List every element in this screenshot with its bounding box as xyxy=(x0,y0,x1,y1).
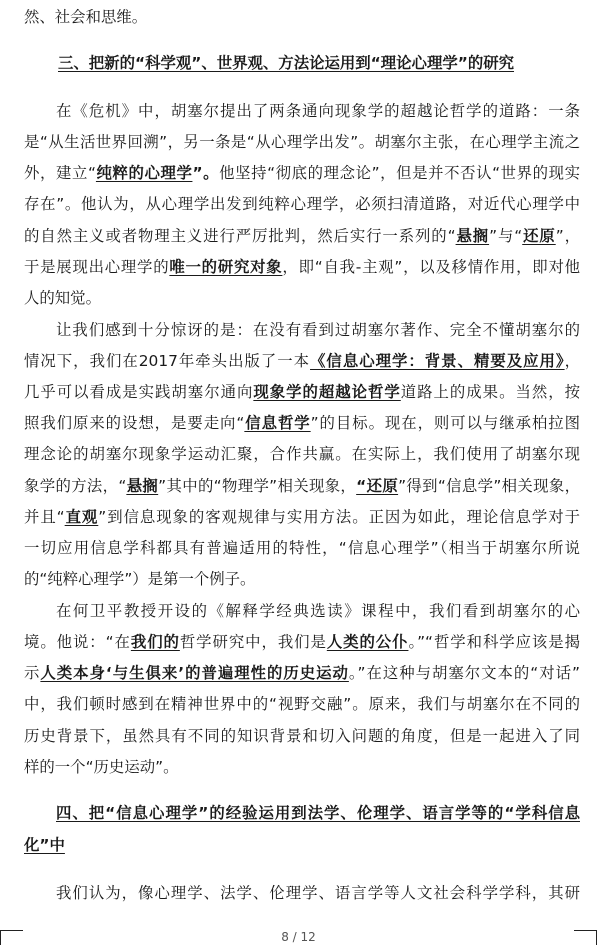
paragraph-line xyxy=(24,382,580,402)
text-run: 外，建立“ xyxy=(24,164,96,182)
paragraph-line xyxy=(24,7,580,27)
paragraph-line xyxy=(24,163,580,183)
text-run: 存在”。他认为，从心理学出发到纯粹心理学，必须扫清道路，对近代心理学中 xyxy=(24,195,580,213)
emphasis-text: 纯粹的心理学 xyxy=(95,164,193,182)
text-run: ，即“自我-主观”，以及移情作用，即对他 xyxy=(282,258,580,276)
emphasis-text: 信息哲学 xyxy=(244,414,311,432)
text-run: 境。他说：“在 xyxy=(24,633,131,651)
text-run: 几乎可以看成是实践胡塞尔通向 xyxy=(24,383,254,401)
paragraph-line xyxy=(24,694,580,714)
text-run: 让我们感到十分惊讶的是：在没有看到过胡塞尔著作、完全不懂胡塞尔的 xyxy=(56,321,580,339)
paragraph-line xyxy=(24,288,580,308)
text-run: 我们认为，像心理学、法学、伦理学、语言学等人文社会科学学科，其研 xyxy=(56,884,580,902)
paragraph-line xyxy=(24,538,580,558)
paragraph-line xyxy=(24,569,580,589)
text-run: 中，我们顿时感到在精神世界中的“视野交融”。原来，我们与胡塞尔在不同的 xyxy=(24,695,580,713)
emphasis-text: 悬搁 xyxy=(126,477,159,495)
paragraph-line xyxy=(24,444,580,464)
text-run: 在《危机》中，胡塞尔提出了两条通向现象学的超越论哲学的道路：一条 xyxy=(56,102,580,120)
paragraph-line xyxy=(24,726,580,746)
paragraph-line xyxy=(56,101,580,121)
text-run: 历史背景下，虽然具有不同的知识背景和切入问题的角度，但是一起进入了同 xyxy=(24,727,580,745)
emphasis-text: 《信息心理学：背景、精要及应用》 xyxy=(310,352,565,370)
emphasis-text: 化”中 xyxy=(24,836,65,854)
emphasis-text: 悬搁 xyxy=(455,227,490,245)
emphasis-text: 人类的公仆 xyxy=(326,633,409,651)
text-run: 示 xyxy=(24,664,41,682)
paragraph-line xyxy=(24,476,580,496)
text-run: ”得到“信息学”相关现象， xyxy=(398,477,580,495)
text-run: 的“纯粹心理学”）是第一个例子。 xyxy=(24,570,256,588)
text-run: 照我们原来的设想，是要走向“ xyxy=(24,414,245,432)
text-run: 一切应用信息学科都具有普遍适用的特性，“信息心理学”（相当于胡塞尔所说 xyxy=(24,539,580,557)
text-run: 人的知觉。 xyxy=(24,289,101,307)
text-run: 情况下，我们在2017年牵头出版了一本 xyxy=(24,352,311,370)
text-run: 的自然主义或者物理主义进行严厉批判，然后实行一系列的“ xyxy=(24,227,456,245)
emphasis-text: 三、把新的“科学观”、世界观、方法论运用到“理论心理学”的研究 xyxy=(58,54,515,72)
paragraph-line xyxy=(24,757,580,777)
text-run: 象学的方法，“ xyxy=(24,477,127,495)
paragraph-line xyxy=(24,194,580,214)
text-run: ”到信息现象的客观规律与实用方法。正因为如此，理论信息学对于 xyxy=(98,508,580,526)
paragraph-line xyxy=(56,883,580,903)
emphasis-text: 四、把“信息心理学”的经验运用到法学、伦理学、语言学等的“学科信息 xyxy=(56,804,580,822)
emphasis-text: 还原 xyxy=(522,227,556,245)
paragraph-line xyxy=(56,601,580,621)
paragraph-line xyxy=(24,632,580,652)
paragraph-line xyxy=(24,663,580,683)
text-run: 并且“ xyxy=(24,508,65,526)
text-run: ”， xyxy=(555,227,580,245)
section-heading-line xyxy=(24,835,580,855)
paragraph-line xyxy=(24,257,580,277)
text-run: ”与“ xyxy=(489,227,523,245)
emphasis-text: “还原 xyxy=(356,477,399,495)
emphasis-text: 现象学的超越论哲学 xyxy=(253,383,401,401)
text-run: ”其中的“物理学”相关现象， xyxy=(158,477,357,495)
paragraph-line xyxy=(56,320,580,340)
section-heading-line xyxy=(56,803,580,823)
text-run: 样的一个“历史运动”。 xyxy=(24,758,179,776)
text-run: 于是展现出心理学的 xyxy=(24,258,170,276)
section-heading-line xyxy=(58,53,580,73)
text-run: 。”在这种与胡塞尔文本的“对话” xyxy=(348,664,580,682)
emphasis-text: 我们的 xyxy=(130,633,180,651)
page-indicator: 8 / 12 xyxy=(281,930,316,944)
emphasis-text: 人类本身‘与生俱来’的普遍理性的历史运动 xyxy=(40,664,349,682)
paragraph-line xyxy=(24,351,580,371)
text-run: 理念论的胡塞尔现象学运动汇聚，合作共赢。在实际上，我们使用了胡塞尔现 xyxy=(24,445,580,463)
paragraph-line xyxy=(24,226,580,246)
paragraph-line xyxy=(24,413,580,433)
paragraph-line xyxy=(24,507,580,527)
text-run: 哲学研究中，我们是 xyxy=(179,633,327,651)
text-run: 在何卫平教授开设的《解释学经典选读》课程中，我们看到胡塞尔的心 xyxy=(56,602,580,620)
text-run: 。”“哲学和科学应该是揭 xyxy=(408,633,580,651)
emphasis-text: ”。 xyxy=(192,164,220,182)
emphasis-text: 直观 xyxy=(64,508,99,526)
text-run: 他坚持“彻底的理念论”，但是并不否认“世界的现实 xyxy=(219,164,580,182)
text-run: ， xyxy=(564,352,580,370)
text-run: ”的目标。现在，则可以与继承柏拉图 xyxy=(310,414,580,432)
emphasis-text: 唯一的研究对象 xyxy=(169,258,283,276)
paragraph-line xyxy=(24,132,580,152)
text-run: 是“从生活世界回溯”，另一条是“从心理学出发”。胡塞尔主张，在心理学主流之 xyxy=(24,133,580,151)
text-run: 然、社会和思维。 xyxy=(24,8,148,26)
text-run: 道路上的成果。当然，按 xyxy=(400,383,580,401)
